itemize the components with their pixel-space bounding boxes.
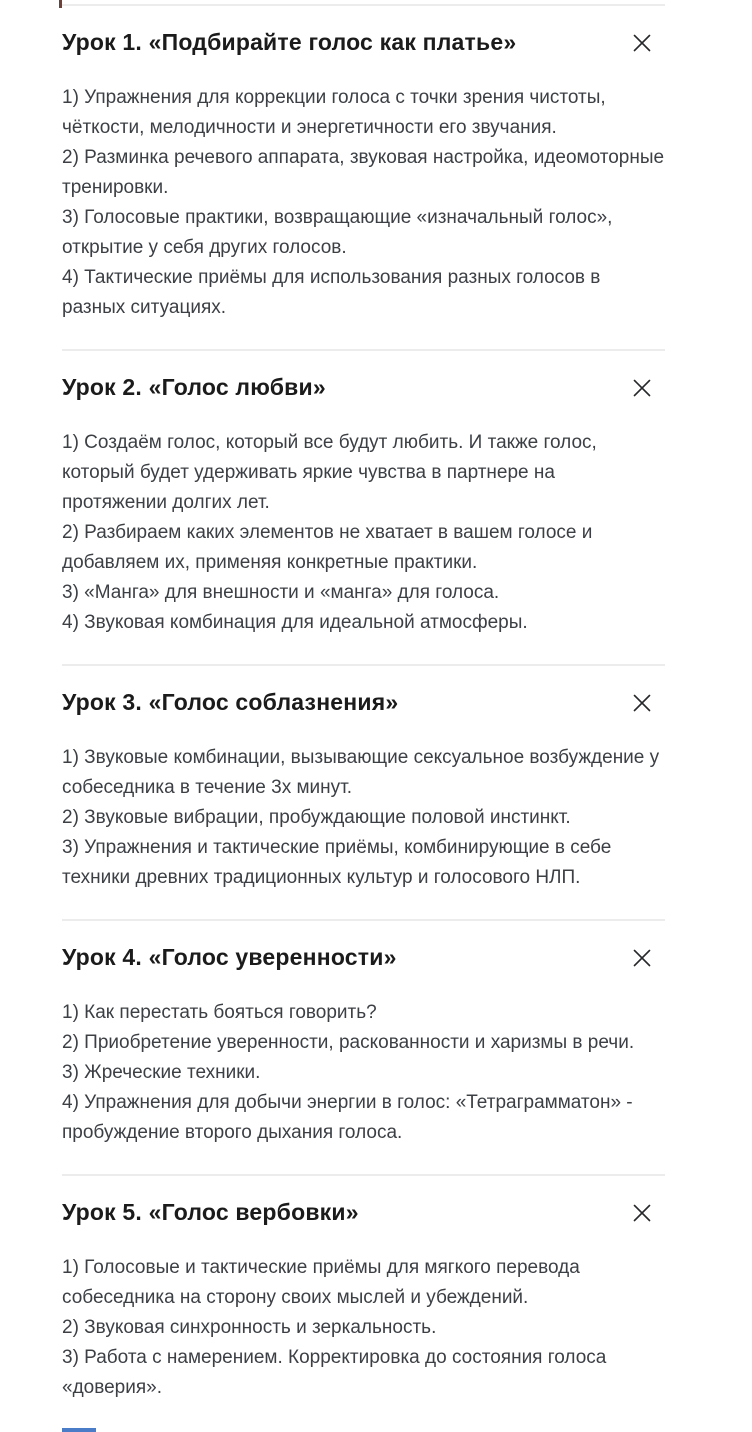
- lesson-item: 1) Звуковые комбинации, вызывающие сексуальное возбуждение у собеседника в течение 3х минут.: [62, 747, 660, 798]
- lesson-items: [62, 998, 665, 1148]
- close-icon[interactable]: [630, 946, 654, 970]
- close-icon[interactable]: [630, 31, 654, 55]
- lesson-item: 4) Звуковая комбинация для идеальной атмосферы.: [62, 612, 528, 633]
- lesson-card: [62, 664, 665, 919]
- lesson-header: [62, 373, 665, 401]
- lesson-item: 2) Звуковая синхронность и зеркальность.: [62, 1317, 437, 1338]
- lesson-title: Урок 2. «Голос любви»: [62, 374, 326, 400]
- close-icon[interactable]: [630, 376, 654, 400]
- lesson-item: 1) Как перестать бояться говорить?: [62, 1002, 377, 1023]
- lesson-card: [62, 4, 665, 349]
- lesson-item: 2) Звуковые вибрации, пробуждающие половой инстинкт.: [62, 807, 571, 828]
- lesson-item: 2) Разбираем каких элементов не хватает в вашем голосе и добавляем их, применяя конкретные практики.: [62, 522, 593, 573]
- close-icon[interactable]: [630, 691, 654, 715]
- lesson-items: [62, 743, 665, 893]
- lesson-item: 1) Создаём голос, который все будут любить. И также голос, который будет удерживать яркие чувства в партнере на протяжении долгих лет.: [62, 432, 597, 513]
- lesson-title: Урок 5. «Голос вербовки»: [62, 1199, 359, 1225]
- lesson-item: 3) «Манга» для внешности и «манга» для голоса.: [62, 582, 500, 603]
- lesson-card: [62, 919, 665, 1174]
- lesson-title: Урок 4. «Голос уверенности»: [62, 944, 397, 970]
- lesson-item: 2) Приобретение уверенности, раскованности и харизмы в речи.: [62, 1032, 635, 1053]
- lessons-list: [62, 0, 665, 1429]
- lesson-item: 1) Упражнения для коррекции голоса с точки зрения чистоты, чёткости, мелодичности и энергетичности его звучания.: [62, 87, 606, 138]
- lesson-card: [62, 349, 665, 664]
- lesson-item: 4) Упражнения для добычи энергии в голос: «Тетраграмматон» - пробуждение второго дыхания голоса.: [62, 1092, 633, 1143]
- lesson-card: [62, 1174, 665, 1429]
- lesson-header: [62, 943, 665, 971]
- lesson-items: [62, 428, 665, 638]
- lesson-item: 3) Работа с намерением. Корректировка до состояния голоса «доверия».: [62, 1347, 607, 1398]
- lesson-item: 4) Тактические приёмы для использования разных голосов в разных ситуациях.: [62, 267, 601, 318]
- lesson-item: 3) Жреческие техники.: [62, 1062, 261, 1083]
- lesson-title: Урок 1. «Подбирайте голос как платье»: [62, 29, 517, 55]
- top-left-accent-tick: [59, 0, 62, 8]
- lesson-header: [62, 28, 665, 56]
- lesson-header: [62, 688, 665, 716]
- lesson-title: Урок 3. «Голос соблазнения»: [62, 689, 399, 715]
- lesson-item: 3) Голосовые практики, возвращающие «изначальный голос», открытие у себя других голосов.: [62, 207, 613, 258]
- close-icon[interactable]: [630, 1201, 654, 1225]
- lesson-item: 1) Голосовые и тактические приёмы для мягкого перевода собеседника на сторону своих мыслей и убеждений.: [62, 1257, 580, 1308]
- lesson-header: [62, 1198, 665, 1226]
- lesson-items: [62, 1253, 665, 1403]
- lesson-item: 2) Разминка речевого аппарата, звуковая настройка, идеомоторные тренировки.: [62, 147, 665, 198]
- lesson-items: [62, 83, 665, 323]
- bottom-blue-bar: [62, 1428, 96, 1432]
- lesson-item: 3) Упражнения и тактические приёмы, комбинирующие в себе техники древних традиционных культур и голосового НЛП.: [62, 837, 612, 888]
